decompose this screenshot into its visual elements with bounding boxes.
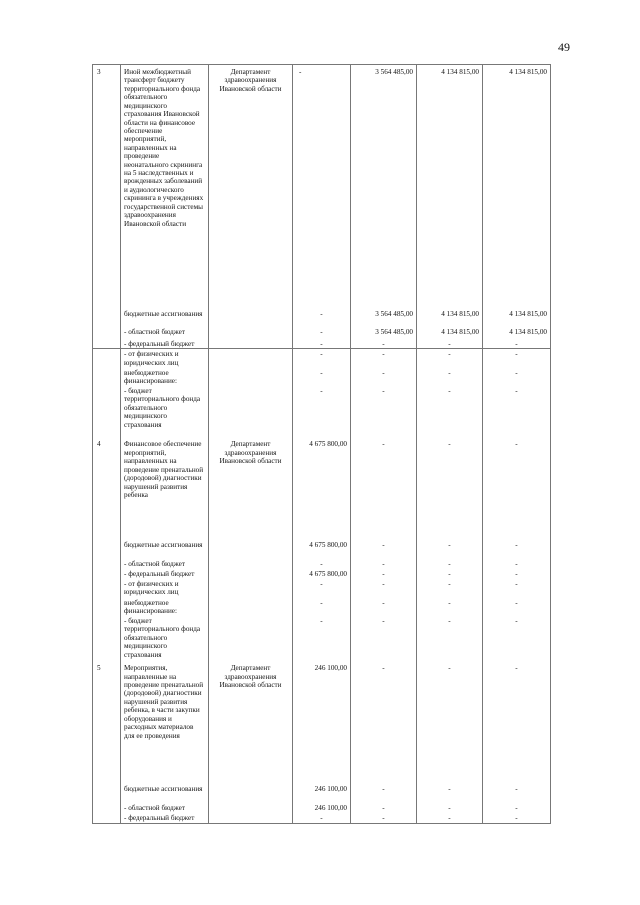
value-cell: -	[483, 540, 551, 558]
value-cell: -	[417, 579, 483, 597]
source-label: - областной бюджет	[121, 803, 209, 813]
value-cell: -	[351, 339, 417, 349]
measure-name: Мероприятия, направленные на проведение пренатальной (дородовой) диагностики нарушений развития ребенка, в части закупки оборудования и расходных материалов для ее проведения	[121, 661, 209, 784]
value-cell: -	[293, 579, 351, 597]
value-cell: -	[293, 598, 351, 616]
table-row	[93, 368, 551, 386]
value-cell: 4 134 815,00	[417, 309, 483, 327]
table-row	[93, 598, 551, 616]
budget-table	[92, 64, 551, 824]
value-cell: -	[417, 540, 483, 558]
table-row	[93, 559, 551, 569]
source-label: внебюджетное финансирование:	[121, 368, 209, 386]
value-cell: -	[483, 616, 551, 661]
measure-name: Иной межбюджетный трансферт бюджету территориального фонда обязательного медицинского страхования Ивановской области на финансовое обеспечение мероприятий, направленных на проведение неонатального скрининга на 5 наследственных и врожденных заболеваний и аудиологического скрининга в учреждениях государственной системы здравоохранения Ивановской области	[121, 65, 209, 309]
source-label: - федеральный бюджет	[121, 339, 209, 349]
value-cell: -	[417, 661, 483, 784]
value-cell: -	[417, 339, 483, 349]
source-label: - областной бюджет	[121, 327, 209, 338]
page-number: 49	[558, 40, 570, 54]
value-cell: 4 134 815,00	[483, 309, 551, 327]
value-cell: -	[483, 813, 551, 823]
value-cell: -	[417, 349, 483, 368]
value-cell: -	[483, 386, 551, 437]
executor: Департамент здравоохранения Ивановской области	[209, 437, 293, 540]
value-cell: -	[351, 598, 417, 616]
value-cell: -	[417, 616, 483, 661]
value-cell: -	[293, 813, 351, 823]
table-row	[93, 569, 551, 579]
value-cell: -	[351, 540, 417, 558]
value-cell: -	[483, 569, 551, 579]
value-cell: -	[417, 569, 483, 579]
source-label: - от физических и юридических лиц	[121, 579, 209, 597]
value-cell: -	[417, 813, 483, 823]
table-row	[93, 327, 551, 338]
value-cell: 4 134 815,00	[483, 65, 551, 309]
value-cell: 3 564 485,00	[351, 65, 417, 309]
value-cell: 4 134 815,00	[483, 327, 551, 338]
table-row	[93, 65, 551, 309]
table-row	[93, 579, 551, 597]
value-cell: -	[351, 784, 417, 802]
value-cell: -	[483, 579, 551, 597]
table-row	[93, 437, 551, 540]
value-cell: -	[351, 559, 417, 569]
source-label: - от физических и юридических лиц	[121, 349, 209, 368]
value-cell: -	[483, 559, 551, 569]
value-cell: -	[351, 803, 417, 813]
value-cell: -	[483, 368, 551, 386]
value-cell: -	[351, 368, 417, 386]
value-cell: -	[293, 309, 351, 327]
value-cell: -	[351, 813, 417, 823]
value-cell: 4 134 815,00	[417, 65, 483, 309]
table-row	[93, 309, 551, 327]
table-row	[93, 784, 551, 802]
table-row	[93, 813, 551, 823]
table-row	[93, 349, 551, 368]
source-label: - федеральный бюджет	[121, 569, 209, 579]
source-label: бюджетные ассигнования	[121, 540, 209, 558]
value-cell: -	[417, 598, 483, 616]
row-number: 3	[93, 65, 121, 309]
value-cell: -	[351, 349, 417, 368]
value-cell: -	[351, 661, 417, 784]
source-label: бюджетные ассигнования	[121, 784, 209, 802]
value-cell: -	[293, 349, 351, 368]
value-cell: -	[351, 569, 417, 579]
value-cell: -	[351, 437, 417, 540]
value-cell: 4 134 815,00	[417, 327, 483, 338]
value-cell: -	[483, 349, 551, 368]
table-row	[93, 661, 551, 784]
table-row	[93, 540, 551, 558]
value-cell: 3 564 485,00	[351, 327, 417, 338]
value-cell: 246 100,00	[293, 803, 351, 813]
value-cell: -	[417, 437, 483, 540]
source-label: бюджетные ассигнования	[121, 309, 209, 327]
source-label: внебюджетное финансирование:	[121, 598, 209, 616]
row-number: 5	[93, 661, 121, 784]
value-cell: -	[483, 598, 551, 616]
value-cell: -	[483, 661, 551, 784]
value-cell: -	[293, 339, 351, 349]
executor: Департамент здравоохранения Ивановской области	[209, 661, 293, 784]
source-label: - областной бюджет	[121, 559, 209, 569]
value-cell: -	[351, 386, 417, 437]
value-cell: -	[417, 386, 483, 437]
value-cell: -	[417, 559, 483, 569]
measure-name: Финансовое обеспечение мероприятий, направленных на проведение пренатальной (дородовой) диагностики нарушений развития ребенка	[121, 437, 209, 540]
value-cell: -	[417, 368, 483, 386]
value-cell: -	[483, 784, 551, 802]
table-row	[93, 803, 551, 813]
value-cell: -	[417, 784, 483, 802]
value-cell: 246 100,00	[293, 661, 351, 784]
table-row	[93, 339, 551, 349]
value-cell: -	[351, 579, 417, 597]
value-cell: 4 675 800,00	[293, 540, 351, 558]
source-label: - бюджет территориального фонда обязательного медицинского страхования	[121, 616, 209, 661]
value-cell: -	[293, 559, 351, 569]
table-row	[93, 616, 551, 661]
value-cell: -	[293, 368, 351, 386]
value-cell: 3 564 485,00	[351, 309, 417, 327]
executor: Департамент здравоохранения Ивановской области	[209, 65, 293, 309]
value-cell: 4 675 800,00	[293, 437, 351, 540]
value-cell: -	[293, 65, 351, 309]
source-label: - бюджет территориального фонда обязательного медицинского страхования	[121, 386, 209, 437]
value-cell: -	[293, 327, 351, 338]
value-cell: -	[293, 616, 351, 661]
value-cell: -	[483, 437, 551, 540]
value-cell: -	[417, 803, 483, 813]
value-cell: -	[293, 386, 351, 437]
value-cell: -	[483, 339, 551, 349]
table-row	[93, 386, 551, 437]
value-cell: -	[483, 803, 551, 813]
value-cell: -	[351, 616, 417, 661]
value-cell: 246 100,00	[293, 784, 351, 802]
row-number: 4	[93, 437, 121, 540]
value-cell: 4 675 800,00	[293, 569, 351, 579]
source-label: - федеральный бюджет	[121, 813, 209, 823]
